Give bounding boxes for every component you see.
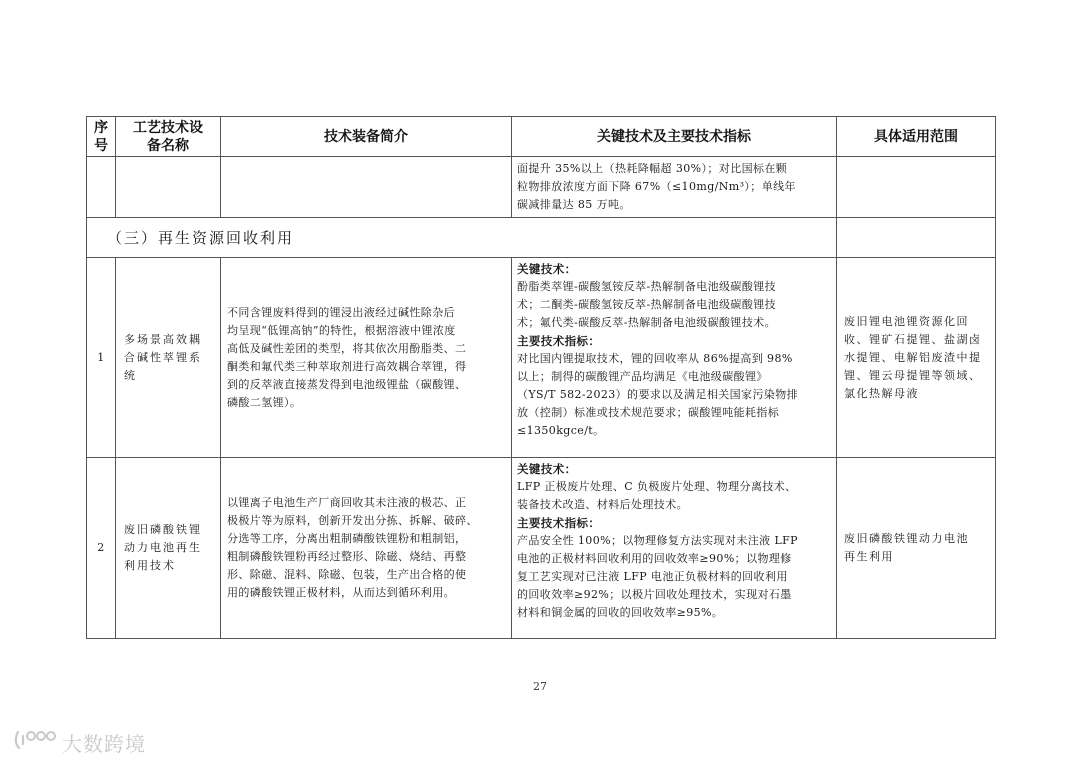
text-line: 产品安全性 100%；以物理修复方法实现对未注液 LFP: [517, 534, 798, 547]
text-line: 统: [124, 368, 137, 382]
text-line: 废旧磷酸铁锂: [124, 523, 202, 536]
text-line: 氯化热解母液: [844, 386, 919, 400]
tech-name: [116, 258, 221, 458]
text-line: ≤1350kgce/t。: [517, 424, 605, 437]
text-line: 均呈现“低锂高钠”的特性，根据溶液中锂浓度: [227, 323, 456, 337]
text-line: LFP 正极废片处理、C 负极废片处理、物理分离技术、: [517, 480, 797, 493]
header-name: 工艺技术设 备名称: [116, 117, 221, 157]
text-line: 酚脂类萃锂-碳酸氢铵反萃-热解制备电池级碳酸锂技: [517, 280, 777, 293]
key-tech-title: 关键技术：: [517, 462, 577, 476]
table-row: [87, 258, 996, 458]
watermark: [14, 729, 146, 755]
text-line: 术；氟代类-碳酸反萃-热解制备电池级碳酸锂技术。: [517, 316, 777, 329]
row-number: 2: [87, 458, 116, 639]
header-scope: 具体适用范围: [837, 117, 996, 157]
text-line: 不同含锂废料得到的锂浸出液经过碱性除杂后: [227, 305, 455, 319]
text-line: 废旧磷酸铁锂动力电池: [844, 532, 969, 545]
section-title: （三）再生资源回收利用: [87, 218, 837, 258]
text-line: 粗制磷酸铁锂粉再经过整形、除磁、烧结、再整: [227, 550, 467, 563]
text-line: 粒物排放浓度方面下降 67%（≤10mg/Nm³）；单线年: [517, 180, 796, 193]
text-line: 水提锂、电解铝废渣中提: [844, 350, 982, 364]
text-line: 的回收效率≥92%；以极片回收处理技术，实现对石墨: [517, 588, 792, 601]
text-line: 形、除磁、混料、除磁、包装，生产出合格的使: [227, 568, 467, 581]
scope: [837, 458, 996, 639]
continuation-row: [87, 157, 996, 218]
header-key: 关键技术及主要技术指标: [512, 117, 837, 157]
text-line: 术；二酮类-碳酸氢铵反萃-热解制备电池级碳酸锂技: [517, 298, 777, 311]
main-indicator-title: 主要技术指标：: [517, 334, 601, 348]
text-line: 材料和铜金属的回收的回收效率≥95%。: [517, 606, 724, 619]
table-row: [87, 458, 996, 639]
text-line: 面提升 35%以上（热耗降幅超 30%）；对比国标在颗: [517, 162, 788, 175]
text-line: 高低及碱性差团的类型，将其依次用酚脂类、二: [227, 341, 467, 355]
continuation-key-cell: [512, 157, 837, 218]
text-line: 多场景高效耦: [124, 332, 202, 346]
text-line: 磷酸二氢锂）。: [227, 395, 302, 409]
tech-intro: [221, 458, 512, 639]
text-line: 锂、锂云母提锂等领域、: [844, 368, 982, 382]
table-header-row: [87, 117, 996, 157]
text-line: 合碱性萃锂系: [124, 350, 202, 364]
text-line: 废旧锂电池锂资源化回: [844, 314, 969, 328]
tech-intro: [221, 258, 512, 458]
main-indicator-title: 主要技术指标：: [517, 516, 601, 530]
watermark-text: 大数跨境: [62, 731, 146, 756]
text-line: 对比国内锂提取技术，锂的回收率从 86%提高到 98%: [517, 352, 793, 365]
text-line: 酮类和氟代类三种萃取剂进行高效耦合萃锂，得: [227, 359, 467, 373]
header-num: 序 号: [87, 117, 116, 157]
header-intro: 技术装备简介: [221, 117, 512, 157]
text-line: 以上；制得的碳酸锂产品均满足《电池级碳酸锂》: [517, 370, 768, 383]
key-tech: [512, 258, 837, 458]
brand-logo-icon: [14, 728, 62, 757]
key-tech-title: 关键技术：: [517, 262, 577, 276]
text-line: 利用技术: [124, 559, 176, 572]
text-line: 复工艺实现对已注液 LFP 电池正负极材料的回收利用: [517, 570, 788, 583]
page-number: 27: [533, 680, 547, 693]
text-line: 到的反萃液直接蒸发得到电池级锂盐（碳酸锂、: [227, 377, 467, 391]
key-tech: [512, 458, 837, 639]
text-line: 用的磷酸铁锂正极材料，从而达到循环利用。: [227, 586, 455, 599]
text-line: 放（控制）标准或技术规范要求；碳酸锂吨能耗指标: [517, 406, 780, 419]
text-line: 分选等工序，分离出粗制磷酸铁锂粉和粗制铝，: [227, 532, 467, 545]
text-line: 装备技术改造、材料后处理技术。: [517, 498, 688, 511]
scope: [837, 258, 996, 458]
tech-name: [116, 458, 221, 639]
text-line: 电池的正极材料回收利用的回收效率≥90%；以物理修: [517, 552, 792, 565]
text-line: 碳减排量达 85 万吨。: [517, 198, 631, 211]
document-table: [86, 116, 996, 639]
text-line: 以锂离子电池生产厂商回收其未注液的极芯、正: [227, 496, 467, 509]
text-line: 收、锂矿石提锂、盐湖卤: [844, 332, 982, 346]
section-row: [87, 218, 996, 258]
row-number: 1: [87, 258, 116, 458]
text-line: （YS/T 582-2023）的要求以及满足相关国家污染物排: [517, 388, 799, 401]
text-line: 极极片等为原料，创新开发出分拣、拆解、破碎、: [227, 514, 478, 527]
text-line: 再生利用: [844, 550, 894, 563]
text-line: 动力电池再生: [124, 541, 202, 554]
